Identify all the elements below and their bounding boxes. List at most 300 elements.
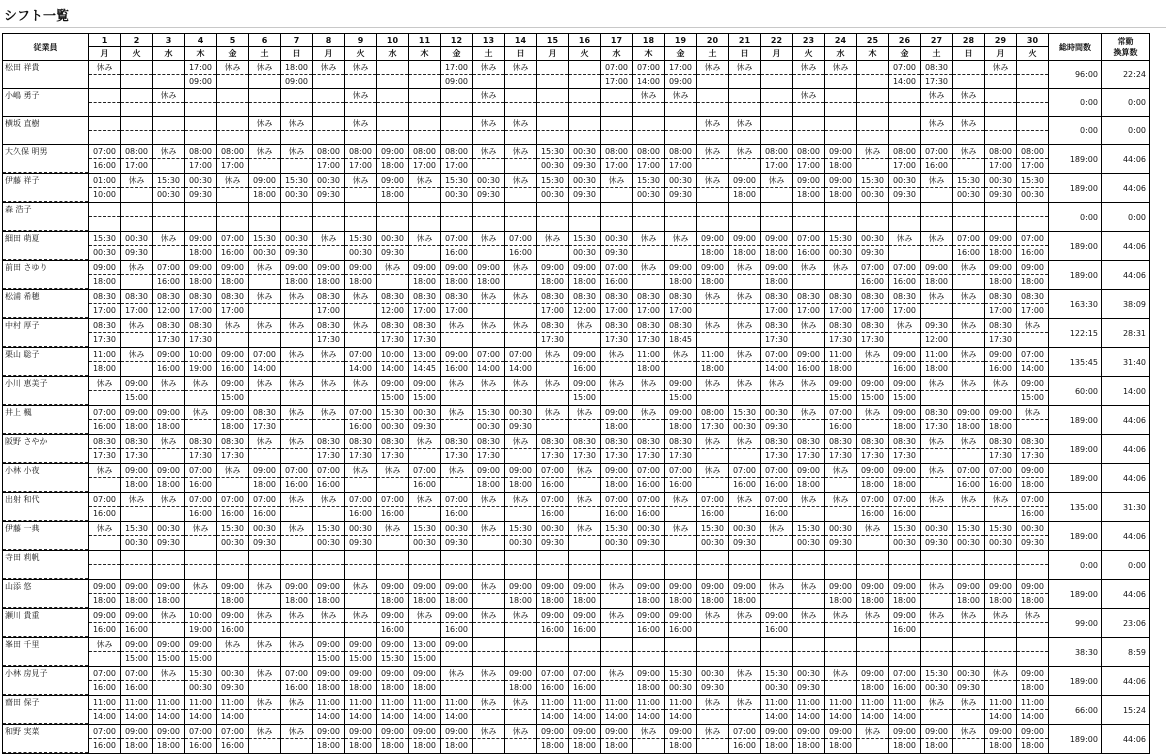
shift-cell[interactable] xyxy=(697,232,729,261)
shift-cell[interactable] xyxy=(249,580,281,609)
shift-cell[interactable] xyxy=(793,319,825,348)
shift-cell[interactable] xyxy=(409,290,441,319)
shift-cell[interactable] xyxy=(857,348,889,377)
shift-cell[interactable] xyxy=(729,493,761,522)
shift-cell[interactable] xyxy=(281,261,313,290)
shift-cell[interactable] xyxy=(825,464,857,493)
shift-cell[interactable] xyxy=(345,696,377,725)
shift-cell[interactable] xyxy=(921,117,953,145)
shift-cell[interactable] xyxy=(985,117,1017,145)
shift-cell[interactable] xyxy=(441,319,473,348)
shift-cell[interactable] xyxy=(697,667,729,696)
shift-cell[interactable] xyxy=(633,667,665,696)
shift-cell[interactable] xyxy=(345,464,377,493)
shift-cell[interactable] xyxy=(857,89,889,117)
shift-cell[interactable] xyxy=(537,609,569,638)
shift-cell[interactable] xyxy=(409,348,441,377)
shift-cell[interactable] xyxy=(825,319,857,348)
shift-cell[interactable] xyxy=(601,638,633,667)
shift-cell[interactable] xyxy=(825,638,857,667)
employee-name-cell[interactable] xyxy=(3,551,89,580)
shift-cell[interactable] xyxy=(441,464,473,493)
shift-cell[interactable] xyxy=(569,377,601,406)
shift-cell[interactable] xyxy=(313,580,345,609)
shift-cell[interactable] xyxy=(921,261,953,290)
shift-cell[interactable] xyxy=(377,117,409,145)
shift-cell[interactable] xyxy=(601,232,633,261)
shift-cell[interactable] xyxy=(121,696,153,725)
shift-cell[interactable] xyxy=(793,232,825,261)
shift-cell[interactable] xyxy=(281,638,313,667)
shift-cell[interactable] xyxy=(633,290,665,319)
shift-cell[interactable] xyxy=(697,174,729,203)
shift-cell[interactable] xyxy=(153,203,185,232)
shift-cell[interactable] xyxy=(857,435,889,464)
shift-cell[interactable] xyxy=(953,377,985,406)
shift-cell[interactable] xyxy=(889,117,921,145)
shift-cell[interactable] xyxy=(697,145,729,174)
shift-cell[interactable] xyxy=(633,551,665,580)
shift-cell[interactable] xyxy=(761,145,793,174)
shift-cell[interactable] xyxy=(985,174,1017,203)
shift-cell[interactable] xyxy=(185,319,217,348)
shift-cell[interactable] xyxy=(313,667,345,696)
shift-cell[interactable] xyxy=(217,638,249,667)
shift-cell[interactable] xyxy=(441,696,473,725)
shift-cell[interactable] xyxy=(313,493,345,522)
shift-cell[interactable] xyxy=(921,638,953,667)
shift-cell[interactable] xyxy=(217,174,249,203)
shift-cell[interactable] xyxy=(601,551,633,580)
shift-cell[interactable] xyxy=(601,348,633,377)
shift-cell[interactable] xyxy=(665,667,697,696)
shift-cell[interactable] xyxy=(281,406,313,435)
shift-cell[interactable] xyxy=(953,203,985,232)
shift-cell[interactable] xyxy=(345,580,377,609)
shift-cell[interactable] xyxy=(249,89,281,117)
shift-cell[interactable] xyxy=(121,232,153,261)
shift-cell[interactable] xyxy=(697,725,729,754)
shift-cell[interactable] xyxy=(793,725,825,754)
shift-cell[interactable] xyxy=(505,609,537,638)
shift-cell[interactable] xyxy=(1017,406,1049,435)
shift-cell[interactable] xyxy=(249,406,281,435)
shift-cell[interactable] xyxy=(953,174,985,203)
shift-cell[interactable] xyxy=(889,609,921,638)
shift-cell[interactable] xyxy=(377,551,409,580)
employee-name-cell[interactable] xyxy=(3,580,89,609)
shift-cell[interactable] xyxy=(761,89,793,117)
shift-cell[interactable] xyxy=(345,319,377,348)
shift-cell[interactable] xyxy=(153,551,185,580)
shift-cell[interactable] xyxy=(505,61,537,89)
employee-name-cell[interactable] xyxy=(3,667,89,696)
shift-cell[interactable] xyxy=(633,406,665,435)
shift-cell[interactable] xyxy=(857,174,889,203)
shift-cell[interactable] xyxy=(729,638,761,667)
shift-cell[interactable] xyxy=(633,435,665,464)
shift-cell[interactable] xyxy=(153,89,185,117)
employee-name-cell[interactable] xyxy=(3,261,89,290)
shift-cell[interactable] xyxy=(761,61,793,89)
shift-cell[interactable] xyxy=(985,464,1017,493)
shift-cell[interactable] xyxy=(153,667,185,696)
shift-cell[interactable] xyxy=(697,319,729,348)
shift-cell[interactable] xyxy=(185,406,217,435)
shift-cell[interactable] xyxy=(409,261,441,290)
shift-cell[interactable] xyxy=(249,377,281,406)
shift-cell[interactable] xyxy=(537,261,569,290)
shift-cell[interactable] xyxy=(633,319,665,348)
shift-cell[interactable] xyxy=(953,667,985,696)
shift-cell[interactable] xyxy=(953,61,985,89)
shift-cell[interactable] xyxy=(665,522,697,551)
shift-cell[interactable] xyxy=(345,667,377,696)
shift-cell[interactable] xyxy=(825,551,857,580)
shift-cell[interactable] xyxy=(153,290,185,319)
shift-cell[interactable] xyxy=(633,522,665,551)
shift-cell[interactable] xyxy=(793,117,825,145)
shift-cell[interactable] xyxy=(729,725,761,754)
shift-cell[interactable] xyxy=(569,667,601,696)
shift-cell[interactable] xyxy=(185,174,217,203)
shift-cell[interactable] xyxy=(217,261,249,290)
shift-cell[interactable] xyxy=(729,61,761,89)
shift-cell[interactable] xyxy=(665,89,697,117)
shift-cell[interactable] xyxy=(1017,638,1049,667)
shift-cell[interactable] xyxy=(153,261,185,290)
employee-name-cell[interactable] xyxy=(3,89,89,117)
shift-cell[interactable] xyxy=(441,203,473,232)
shift-cell[interactable] xyxy=(473,290,505,319)
shift-cell[interactable] xyxy=(345,638,377,667)
shift-cell[interactable] xyxy=(409,232,441,261)
shift-cell[interactable] xyxy=(217,667,249,696)
shift-cell[interactable] xyxy=(89,667,121,696)
shift-cell[interactable] xyxy=(409,319,441,348)
shift-cell[interactable] xyxy=(281,290,313,319)
shift-cell[interactable] xyxy=(409,667,441,696)
shift-cell[interactable] xyxy=(729,522,761,551)
employee-name-cell[interactable] xyxy=(3,203,89,232)
shift-cell[interactable] xyxy=(377,174,409,203)
shift-cell[interactable] xyxy=(441,145,473,174)
shift-cell[interactable] xyxy=(793,174,825,203)
shift-cell[interactable] xyxy=(409,464,441,493)
shift-cell[interactable] xyxy=(377,696,409,725)
shift-cell[interactable] xyxy=(601,174,633,203)
shift-cell[interactable] xyxy=(89,174,121,203)
shift-cell[interactable] xyxy=(89,117,121,145)
shift-cell[interactable] xyxy=(857,609,889,638)
shift-cell[interactable] xyxy=(185,61,217,89)
shift-cell[interactable] xyxy=(793,667,825,696)
shift-cell[interactable] xyxy=(665,377,697,406)
shift-cell[interactable] xyxy=(217,406,249,435)
shift-cell[interactable] xyxy=(729,609,761,638)
shift-cell[interactable] xyxy=(345,435,377,464)
shift-cell[interactable] xyxy=(473,61,505,89)
shift-cell[interactable] xyxy=(409,609,441,638)
shift-cell[interactable] xyxy=(793,61,825,89)
shift-cell[interactable] xyxy=(857,319,889,348)
shift-cell[interactable] xyxy=(697,696,729,725)
shift-cell[interactable] xyxy=(281,609,313,638)
shift-cell[interactable] xyxy=(409,580,441,609)
shift-cell[interactable] xyxy=(441,406,473,435)
shift-cell[interactable] xyxy=(409,435,441,464)
employee-name-cell[interactable] xyxy=(3,638,89,667)
shift-cell[interactable] xyxy=(249,696,281,725)
shift-cell[interactable] xyxy=(889,435,921,464)
shift-cell[interactable] xyxy=(793,493,825,522)
shift-cell[interactable] xyxy=(505,551,537,580)
shift-cell[interactable] xyxy=(313,145,345,174)
shift-cell[interactable] xyxy=(1017,203,1049,232)
shift-cell[interactable] xyxy=(633,609,665,638)
shift-cell[interactable] xyxy=(857,522,889,551)
shift-cell[interactable] xyxy=(249,493,281,522)
shift-cell[interactable] xyxy=(441,348,473,377)
shift-cell[interactable] xyxy=(313,203,345,232)
shift-cell[interactable] xyxy=(761,551,793,580)
shift-cell[interactable] xyxy=(1017,609,1049,638)
shift-cell[interactable] xyxy=(441,290,473,319)
shift-cell[interactable] xyxy=(441,232,473,261)
shift-cell[interactable] xyxy=(665,638,697,667)
shift-cell[interactable] xyxy=(409,522,441,551)
shift-cell[interactable] xyxy=(921,551,953,580)
shift-cell[interactable] xyxy=(505,580,537,609)
shift-cell[interactable] xyxy=(185,493,217,522)
shift-cell[interactable] xyxy=(1017,435,1049,464)
shift-cell[interactable] xyxy=(121,725,153,754)
shift-cell[interactable] xyxy=(889,696,921,725)
shift-cell[interactable] xyxy=(633,348,665,377)
shift-cell[interactable] xyxy=(857,725,889,754)
shift-cell[interactable] xyxy=(601,290,633,319)
shift-cell[interactable] xyxy=(1017,261,1049,290)
shift-cell[interactable] xyxy=(121,89,153,117)
shift-cell[interactable] xyxy=(281,117,313,145)
shift-cell[interactable] xyxy=(889,61,921,89)
shift-cell[interactable] xyxy=(89,493,121,522)
shift-cell[interactable] xyxy=(89,609,121,638)
shift-cell[interactable] xyxy=(569,117,601,145)
shift-cell[interactable] xyxy=(569,232,601,261)
shift-cell[interactable] xyxy=(217,580,249,609)
shift-cell[interactable] xyxy=(441,638,473,667)
shift-cell[interactable] xyxy=(441,117,473,145)
shift-cell[interactable] xyxy=(441,609,473,638)
shift-cell[interactable] xyxy=(601,609,633,638)
shift-cell[interactable] xyxy=(569,638,601,667)
shift-cell[interactable] xyxy=(601,725,633,754)
shift-cell[interactable] xyxy=(121,203,153,232)
shift-cell[interactable] xyxy=(281,580,313,609)
shift-cell[interactable] xyxy=(377,319,409,348)
shift-cell[interactable] xyxy=(889,232,921,261)
shift-cell[interactable] xyxy=(377,435,409,464)
shift-cell[interactable] xyxy=(825,725,857,754)
shift-cell[interactable] xyxy=(345,493,377,522)
shift-cell[interactable] xyxy=(473,435,505,464)
shift-cell[interactable] xyxy=(761,261,793,290)
shift-cell[interactable] xyxy=(601,406,633,435)
shift-cell[interactable] xyxy=(569,493,601,522)
shift-cell[interactable] xyxy=(889,319,921,348)
shift-cell[interactable] xyxy=(761,377,793,406)
shift-cell[interactable] xyxy=(505,464,537,493)
shift-cell[interactable] xyxy=(281,319,313,348)
shift-cell[interactable] xyxy=(249,261,281,290)
shift-cell[interactable] xyxy=(921,580,953,609)
shift-cell[interactable] xyxy=(729,174,761,203)
shift-cell[interactable] xyxy=(441,725,473,754)
shift-cell[interactable] xyxy=(505,406,537,435)
shift-cell[interactable] xyxy=(953,232,985,261)
shift-cell[interactable] xyxy=(345,261,377,290)
shift-cell[interactable] xyxy=(985,551,1017,580)
shift-cell[interactable] xyxy=(409,89,441,117)
shift-cell[interactable] xyxy=(217,696,249,725)
shift-cell[interactable] xyxy=(665,261,697,290)
shift-cell[interactable] xyxy=(185,232,217,261)
shift-cell[interactable] xyxy=(281,232,313,261)
shift-cell[interactable] xyxy=(505,638,537,667)
shift-cell[interactable] xyxy=(825,61,857,89)
shift-cell[interactable] xyxy=(569,348,601,377)
shift-cell[interactable] xyxy=(185,522,217,551)
shift-cell[interactable] xyxy=(281,435,313,464)
shift-cell[interactable] xyxy=(569,435,601,464)
shift-cell[interactable] xyxy=(569,261,601,290)
shift-cell[interactable] xyxy=(729,145,761,174)
shift-cell[interactable] xyxy=(153,61,185,89)
shift-cell[interactable] xyxy=(217,203,249,232)
shift-cell[interactable] xyxy=(665,174,697,203)
shift-cell[interactable] xyxy=(377,145,409,174)
shift-cell[interactable] xyxy=(697,522,729,551)
shift-cell[interactable] xyxy=(729,667,761,696)
shift-cell[interactable] xyxy=(761,667,793,696)
shift-cell[interactable] xyxy=(633,261,665,290)
shift-cell[interactable] xyxy=(249,725,281,754)
shift-cell[interactable] xyxy=(537,551,569,580)
shift-cell[interactable] xyxy=(441,493,473,522)
shift-cell[interactable] xyxy=(761,609,793,638)
shift-cell[interactable] xyxy=(537,464,569,493)
shift-cell[interactable] xyxy=(729,290,761,319)
shift-cell[interactable] xyxy=(89,522,121,551)
shift-cell[interactable] xyxy=(921,464,953,493)
shift-cell[interactable] xyxy=(249,145,281,174)
shift-cell[interactable] xyxy=(313,261,345,290)
shift-cell[interactable] xyxy=(441,261,473,290)
shift-cell[interactable] xyxy=(281,696,313,725)
shift-cell[interactable] xyxy=(537,696,569,725)
shift-cell[interactable] xyxy=(825,232,857,261)
shift-cell[interactable] xyxy=(793,261,825,290)
shift-cell[interactable] xyxy=(889,203,921,232)
shift-cell[interactable] xyxy=(89,61,121,89)
shift-cell[interactable] xyxy=(441,174,473,203)
shift-cell[interactable] xyxy=(761,232,793,261)
shift-cell[interactable] xyxy=(889,348,921,377)
shift-cell[interactable] xyxy=(601,493,633,522)
shift-cell[interactable] xyxy=(537,348,569,377)
shift-cell[interactable] xyxy=(825,696,857,725)
shift-cell[interactable] xyxy=(825,290,857,319)
shift-cell[interactable] xyxy=(1017,377,1049,406)
shift-cell[interactable] xyxy=(345,725,377,754)
shift-cell[interactable] xyxy=(217,89,249,117)
shift-cell[interactable] xyxy=(921,174,953,203)
employee-name-cell[interactable] xyxy=(3,377,89,406)
shift-cell[interactable] xyxy=(729,406,761,435)
shift-cell[interactable] xyxy=(345,89,377,117)
shift-cell[interactable] xyxy=(953,464,985,493)
shift-cell[interactable] xyxy=(345,609,377,638)
shift-cell[interactable] xyxy=(345,61,377,89)
shift-cell[interactable] xyxy=(185,117,217,145)
shift-cell[interactable] xyxy=(569,145,601,174)
shift-cell[interactable] xyxy=(281,522,313,551)
shift-cell[interactable] xyxy=(537,493,569,522)
shift-cell[interactable] xyxy=(313,117,345,145)
shift-cell[interactable] xyxy=(537,319,569,348)
shift-cell[interactable] xyxy=(249,348,281,377)
shift-cell[interactable] xyxy=(985,348,1017,377)
shift-cell[interactable] xyxy=(665,61,697,89)
shift-cell[interactable] xyxy=(953,261,985,290)
shift-cell[interactable] xyxy=(953,522,985,551)
shift-cell[interactable] xyxy=(89,145,121,174)
shift-cell[interactable] xyxy=(633,493,665,522)
employee-name-cell[interactable] xyxy=(3,696,89,725)
shift-cell[interactable] xyxy=(537,290,569,319)
shift-cell[interactable] xyxy=(697,493,729,522)
shift-cell[interactable] xyxy=(473,319,505,348)
shift-cell[interactable] xyxy=(857,61,889,89)
shift-cell[interactable] xyxy=(185,89,217,117)
shift-cell[interactable] xyxy=(121,290,153,319)
shift-cell[interactable] xyxy=(345,348,377,377)
shift-cell[interactable] xyxy=(697,117,729,145)
shift-cell[interactable] xyxy=(473,203,505,232)
shift-cell[interactable] xyxy=(249,319,281,348)
employee-name-cell[interactable] xyxy=(3,725,89,754)
shift-cell[interactable] xyxy=(345,203,377,232)
shift-cell[interactable] xyxy=(313,406,345,435)
shift-cell[interactable] xyxy=(633,174,665,203)
shift-cell[interactable] xyxy=(729,551,761,580)
shift-cell[interactable] xyxy=(985,493,1017,522)
shift-cell[interactable] xyxy=(249,609,281,638)
shift-cell[interactable] xyxy=(537,667,569,696)
shift-cell[interactable] xyxy=(665,725,697,754)
shift-cell[interactable] xyxy=(729,261,761,290)
shift-cell[interactable] xyxy=(889,551,921,580)
shift-cell[interactable] xyxy=(441,61,473,89)
shift-cell[interactable] xyxy=(921,435,953,464)
shift-cell[interactable] xyxy=(665,551,697,580)
shift-cell[interactable] xyxy=(121,667,153,696)
shift-cell[interactable] xyxy=(121,377,153,406)
shift-cell[interactable] xyxy=(985,61,1017,89)
shift-cell[interactable] xyxy=(281,377,313,406)
shift-cell[interactable] xyxy=(761,493,793,522)
